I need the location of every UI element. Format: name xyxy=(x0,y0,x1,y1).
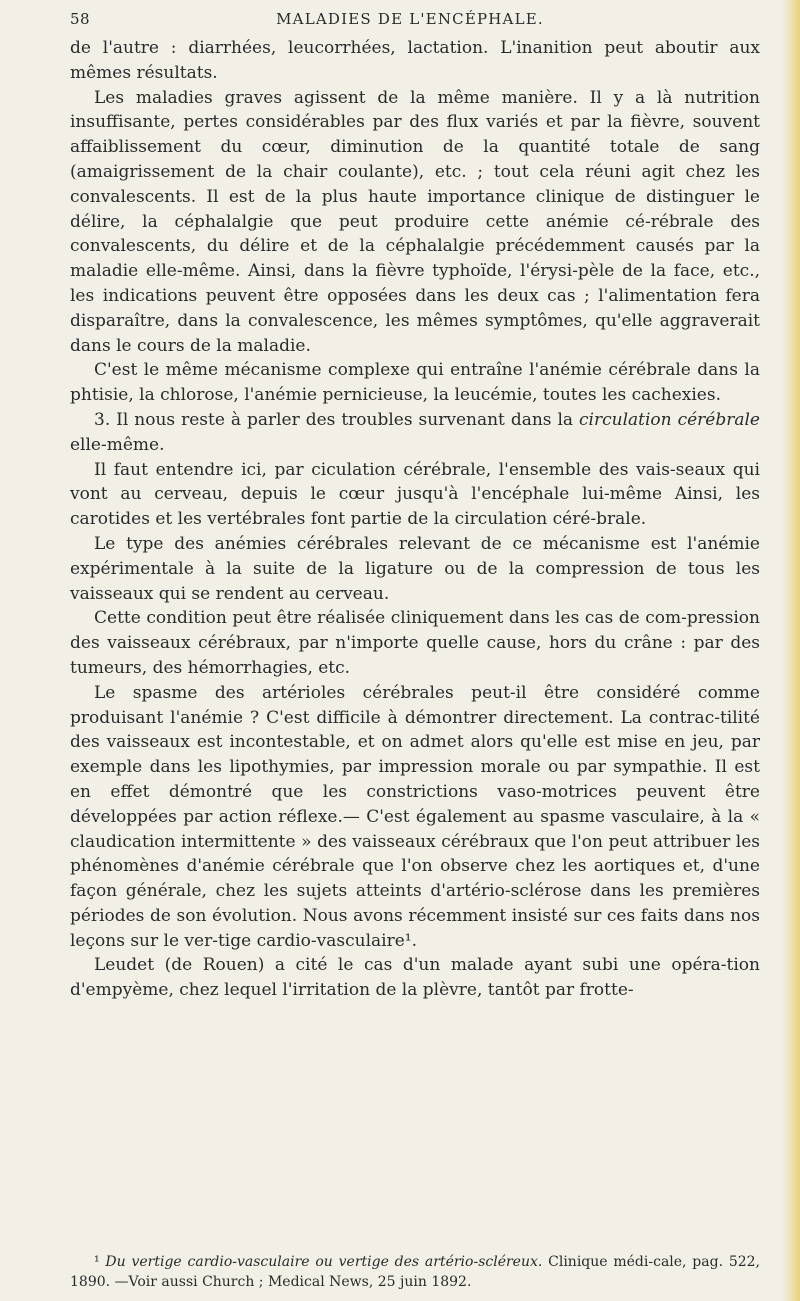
paragraph-6: Le type des anémies cérébrales relevant de ce mécanisme est l'anémie expérimentale à la suite de la ligature ou de la compression de tous les vaisseaux qui se rendent au cerveau. xyxy=(70,533,760,604)
paragraph-8: Le spasme des artérioles cérébrales peut-il être considéré comme produisant l'anémie ? C'est difficile à démontrer directement. La contrac-tilité des vaisseaux est incontestable, et on admet alors qu'elle est mise en jeu, par exemple dans les lipothymies, par impression morale ou par sympathie. Il est en effet démontré que les constrictions vaso-motrices peuvent être développées par action réflexe.— C'est également au spasme vasculaire, à la « claudication intermittente » des vaisseaux cérébraux que l'on peut attribuer les phénomènes d'anémie cérébrale que l'on observe chez les aortiques et, d'une façon générale, chez les sujets atteints d'artério-sclérose dans les premières périodes de son évolution. Nous avons récemment insisté sur ces faits dans nos leçons sur le ver-tige cardio-vasculaire¹. xyxy=(70,682,760,951)
footnote-title: Du vertige cardio-vasculaire ou vertige des artério-scléreux. xyxy=(105,1254,543,1270)
paragraph-5: Il faut entendre ici, par ciculation cérébrale, l'ensemble des vais-seaux qui vont au cerveau, depuis le cœur jusqu'à l'encéphale lui-même Ainsi, les carotides et les vertébrales font partie de la circulation céré-brale. xyxy=(70,459,760,530)
body-text xyxy=(70,36,760,1003)
paragraph-4-emphasis: circulation cérébrale xyxy=(579,409,760,430)
footnote xyxy=(70,1252,760,1292)
page-number: 58 xyxy=(70,10,91,28)
footnote-marker: ¹ xyxy=(94,1254,106,1270)
paragraph-4-tail: elle-même. xyxy=(70,434,165,455)
paragraph-2: Les maladies graves agissent de la même manière. Il y a là nutrition insuffisante, pertes considérables par des flux variés et par la fièvre, souvent affaiblissement du cœur, diminution de la quantité totale de sang (amaigrissement de la chair coulante), etc. ; tout cela réuni agit chez les convalescents. Il est de la plus haute importance clinique de distinguer le délire, la céphalalgie que peut produire cette anémie cé-rébrale des convalescents, du délire et de la céphalalgie précédemment causés par la maladie elle-même. Ainsi, dans la fièvre typhoïde, l'érysi-pèle de la face, etc., les indications peuvent être opposées dans les deux cas ; l'alimentation fera disparaître, dans la convalescence, les mêmes symptômes, qu'elle aggraverait dans le cours de la maladie. xyxy=(70,87,760,356)
paragraph-1: de l'autre : diarrhées, leucorrhées, lactation. L'inanition peut aboutir aux mêmes résultats. xyxy=(70,38,760,83)
footnote-text: Clinique médi-cale, pag. 522, 1890. —Voir aussi Church ; Medical News, 25 juin 1892. xyxy=(70,1254,761,1290)
paragraph-4-lead: 3. Il nous reste à parler des troubles survenant dans la xyxy=(94,409,580,430)
paragraph-3: C'est le même mécanisme complexe qui entraîne l'anémie cérébrale dans la phtisie, la chlorose, l'anémie pernicieuse, la leucémie, toutes les cachexies. xyxy=(70,360,760,406)
page-edge-strip xyxy=(782,0,800,1301)
paragraph-7: Cette condition peut être réalisée cliniquement dans les cas de com-pression des vaisseaux cérébraux, par n'importe quelle cause, hors du crâne : par des tumeurs, des hémorrhagies, etc. xyxy=(70,608,760,678)
running-title: MALADIES DE L'ENCÉPHALE. xyxy=(276,10,544,28)
running-header xyxy=(70,8,750,32)
paragraph-4 xyxy=(70,408,760,458)
paragraph-9: Leudet (de Rouen) a cité le cas d'un malade ayant subi une opéra-tion d'empyème, chez lequel l'irritation de la plèvre, tantôt par frotte- xyxy=(70,955,760,1001)
